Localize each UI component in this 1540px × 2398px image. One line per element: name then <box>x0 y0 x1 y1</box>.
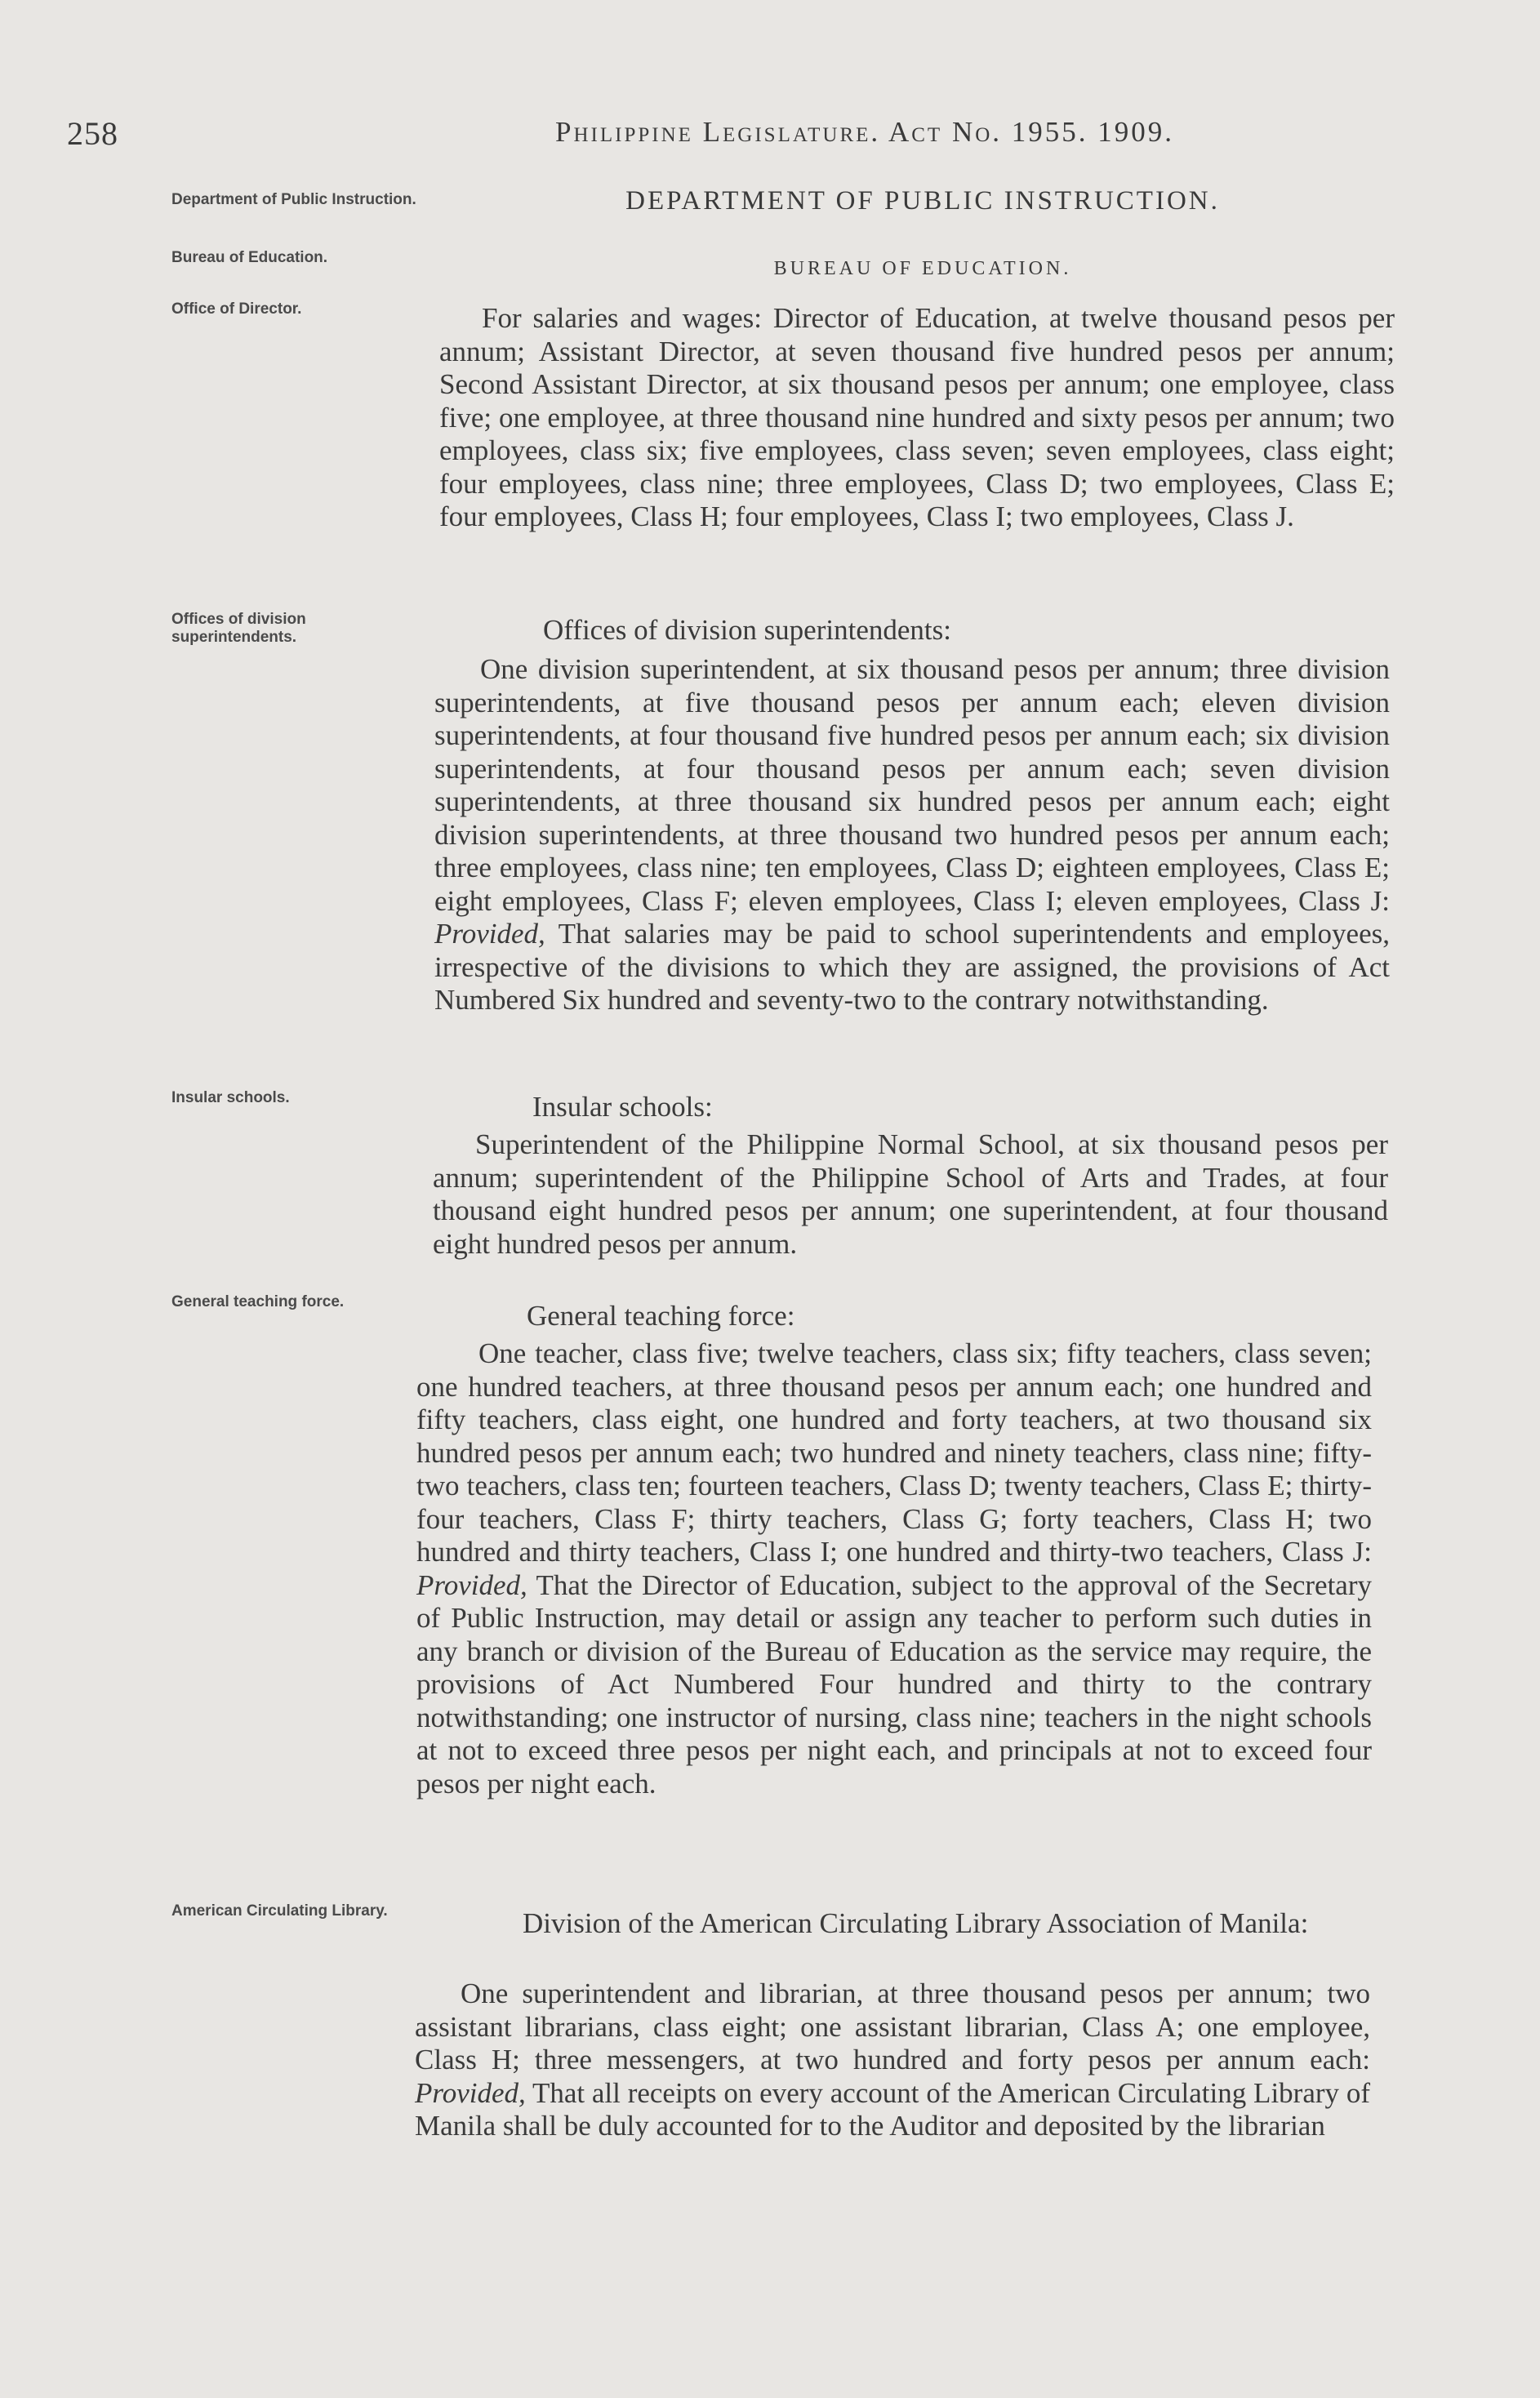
side-note-teaching: General teaching force. <box>171 1293 345 1310</box>
teaching-text-b: That the Director of Education, subject to the approval of the Secretary of Public Instruction, may detail or assign any teacher to perform such duties in any branch or division of the Bureau of Education as the service may require, the provisions of Act Numbered Four hundred and thirty to the contrary notwithstanding; one instructor of nursing, class nine; teachers in the night schools at not to exceed three pesos per night each, and principals at not to exceed four pesos per night each. <box>416 1568 1372 1800</box>
director-paragraph: For salaries and wages: Director of Education, at twelve thousand pesos per annum; Assistant Director, at seven thousand five hundred pesos per annum; Second Assistant Director, at six thousand pesos per annum; one employee, class five; one employee, at three thousand nine hundred and sixty pesos per annum; two employees, class six; five employees, class seven; seven employees, class eight; four employees, class nine; three employees, Class D; two employees, Class E; four employees, Class H; four employees, Class I; two employees, Class J. <box>439 302 1395 532</box>
side-note-bureau: Bureau of Education. <box>171 249 328 266</box>
division-text-a: One division superintendent, at six thousand pesos per annum; three division superintendents, at five thousand pesos per annum each; eleven division superintendents, at four thousand five hundred pesos per annum each; six division superintendents, at four thousand pesos per annum each; seven division superintendents, at three thousand six hundred pesos per annum each; eight division superintendents, at three thousand two hundred pesos per annum each; three employees, class nine; ten employees, Class D; eighteen employees, Class E; eight employees, Class F; eleven employees, Class I; eleven employees, Class J: <box>434 653 1390 917</box>
bureau-heading: BUREAU OF EDUCATION. <box>773 258 1072 279</box>
division-paragraph <box>434 653 1390 1017</box>
side-note-insular: Insular schools. <box>171 1089 290 1106</box>
insular-paragraph: Superintendent of the Philippine Normal School, at six thousand pesos per annum; superintendent of the Philippine School of Arts and Trades, at four thousand eight hundred pesos per annum; one superintendent, at four thousand eight hundred pesos per annum. <box>433 1128 1388 1260</box>
side-note-division: Offices of division superintendents. <box>171 611 306 646</box>
division-text-b: That salaries may be paid to school superintendents and employees, irrespective of the divisions to which they are assigned, the provisions of Act Numbered Six hundred and seventy-two to the contrary notwithstanding. <box>434 918 1390 1016</box>
side-note-director: Office of Director. <box>171 300 302 318</box>
department-heading: DEPARTMENT OF PUBLIC INSTRUCTION. <box>625 186 1220 216</box>
library-paragraph <box>415 1978 1370 2143</box>
teaching-provided: Provided, <box>416 1568 527 1601</box>
insular-subheading: Insular schools: <box>532 1091 713 1123</box>
library-provided: Provided, <box>415 2076 526 2109</box>
library-text-a: One superintendent and librarian, at three thousand pesos per annum; two assistant librarians, class eight; one assistant librarian, Class A; one employee, Class H; three messengers, at two hundred and forty pesos per annum each: <box>415 1978 1370 2075</box>
page-number: 258 <box>67 115 118 152</box>
teaching-paragraph <box>416 1337 1372 1800</box>
side-note-library: American Circulating Library. <box>171 1902 388 1920</box>
side-note-department: Department of Public Instruction. <box>171 191 416 208</box>
teaching-subheading: General teaching force: <box>527 1300 795 1332</box>
library-text-b: That all receipts on every account of the American Circulating Library of Manila shall be duly accounted for to the Auditor and deposited by the librarian <box>415 2076 1370 2142</box>
library-subheading <box>523 1907 1380 1941</box>
running-head: Philippine Legislature. Act No. 1955. 1909. <box>555 116 1175 148</box>
teaching-text-a: One teacher, class five; twelve teachers, class six; fifty teachers, class seven; one hundred teachers, at three thousand pesos per annum each; one hundred and fifty teachers, class eight, one hundred and forty teachers, at two thousand six hundred pesos per annum each; two hundred and ninety teachers, class nine; fifty-two teachers, class ten; fourteen teachers, Class D; twenty teachers, Class E; thirty-four teachers, Class F; thirty teachers, Class G; forty teachers, Class H; two hundred and thirty teachers, Class I; one hundred and thirty-two teachers, Class J: <box>416 1337 1372 1568</box>
division-subheading: Offices of division superintendents: <box>543 614 951 646</box>
library-subheading-text: Division of the American Circulating Library Association of Manila: <box>523 1907 1309 1939</box>
division-provided: Provided, <box>434 918 545 950</box>
